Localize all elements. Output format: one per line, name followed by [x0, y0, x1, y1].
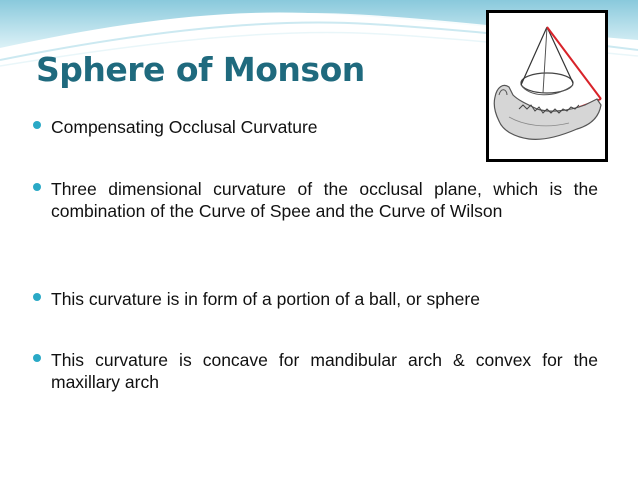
- bullet-marker: [33, 121, 41, 129]
- bullet-item: [33, 116, 598, 138]
- bullet-item: [33, 178, 598, 222]
- bullet-marker: [33, 354, 41, 362]
- monson-figure: [486, 10, 608, 162]
- bullet-text: This curvature is in form of a portion of a ball, or sphere: [51, 289, 480, 309]
- bullet-text: This curvature is concave for mandibular arch & convex for the maxillary arch: [51, 350, 598, 392]
- bullet-item: [33, 288, 598, 310]
- bullet-item: [33, 349, 598, 393]
- bullet-text: Three dimensional curvature of the occlusal plane, which is the combination of the Curve of Spee and the Curve of Wilson: [51, 179, 598, 221]
- slide-title: Sphere of Monson: [36, 50, 365, 89]
- bullet-text: Compensating Occlusal Curvature: [51, 117, 318, 137]
- bullet-marker: [33, 293, 41, 301]
- bullet-marker: [33, 183, 41, 191]
